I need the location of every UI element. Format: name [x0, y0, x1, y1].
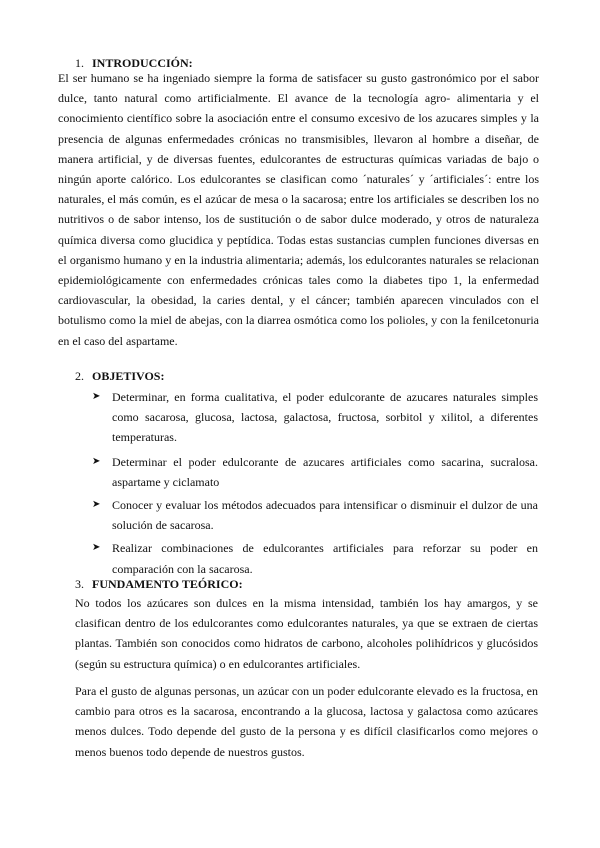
section-heading-objetivos: [75, 369, 164, 383]
section-number: 2.: [75, 369, 84, 383]
list-item: [92, 538, 538, 578]
section-number: 1.: [75, 56, 84, 70]
list-item-text: Conocer y evaluar los métodos adecuados para intensificar o disminuir el dulzor de una solución de sacarosa.: [112, 498, 538, 533]
list-item: [92, 452, 538, 492]
section-title: OBJETIVOS:: [92, 369, 165, 383]
arrow-bullet-icon: ➤: [92, 391, 101, 402]
section-title: INTRODUCCIÓN:: [92, 56, 193, 70]
list-item-text: Realizar combinaciones de edulcorantes artificiales para reforzar su poder en comparación con la sacarosa.: [112, 541, 538, 576]
arrow-bullet-icon: ➤: [92, 542, 101, 554]
section-heading-fundamento-teorico: [75, 577, 243, 591]
section-title: FUNDAMENTO TEÓRICO:: [92, 577, 243, 591]
fundamento-paragraph: Para el gusto de algunas personas, un azúcar con un poder edulcorante elevado es la fructosa, en cambio para otros es la sacarosa, encontrando a la glucosa, lactosa y galactosa como azúcares menos dulces. Todo depende del gusto de la persona y es difícil clasificarlos como mejores o menos buenos todo depende de nuestros gustos.: [75, 684, 538, 759]
arrow-bullet-icon: ➤: [92, 499, 101, 511]
list-item-text: Determinar el poder edulcorante de azucares artificiales como sacarina, sucralosa. aspartame y ciclamato: [112, 454, 538, 489]
arrow-bullet-icon: ➤: [92, 455, 101, 467]
objetivos-list: [92, 387, 538, 579]
list-item: [92, 495, 538, 535]
list-item-text: Determinar, en forma cualitativa, el poder edulcorante de azucares naturales simples como sacarosa, glucosa, lactosa, galactosa, fructosa, sorbitol y xilitol, a diferentes temperaturas.: [112, 390, 538, 445]
fundamento-paragraph: No todos los azúcares son dulces en la misma intensidad, también los hay amargos, y se clasifican dentro de los edulcorantes como edulcorantes naturales, ya que se extraen de ciertas plantas. También son conocidos como hidratos de carbono, alcoholes polihídricos y glucósidos (según su estructura química) o en edulcorantes artificiales.: [75, 596, 538, 671]
introduccion-paragraph: El ser humano se ha ingeniado siempre la forma de satisfacer su gusto gastronómico por el sabor dulce, tanto natural como artificialmente. El avance de la tecnología agro- alimentaria y el conocimiento científico sobre la asociación entre el consumo excesivo de los azucares simples y la presencia de algunas enfermedades crónicas no transmisibles, llevaron al hombre a diseñar, de manera artificial, y de diversas fuentes, edulcorantes de estructuras químicas variadas de bajo o ningún aporte calórico. Los edulcorantes se clasifican como ´naturales´ y ´artificiales´: entre los naturales, el más común, es el azúcar de mesa o la sacarosa; entre los artificiales se describen los no nutritivos o de sabor intenso, los de sustitución o de sabor dulce moderado, y otros de naturaleza química diversa como glucidica y peptídica. Todas estas sustancias cumplen funciones diversas en el organismo humano y en la industria alimentaria; además, los edulcorantes naturales se relacionan epidemiológicamente con enfermedades crónicas tales como la diabetes tipo 1, la enfermedad cardiovascular, la obesidad, la caries dental, y el cáncer; también aparecen vinculados con el botulismo como la miel de abejas, con la diarrea osmótica como los polioles, y con la fenilcetonuria en el caso del aspartame.: [58, 71, 539, 348]
section-number: 3.: [75, 577, 84, 591]
list-item: [92, 387, 538, 448]
